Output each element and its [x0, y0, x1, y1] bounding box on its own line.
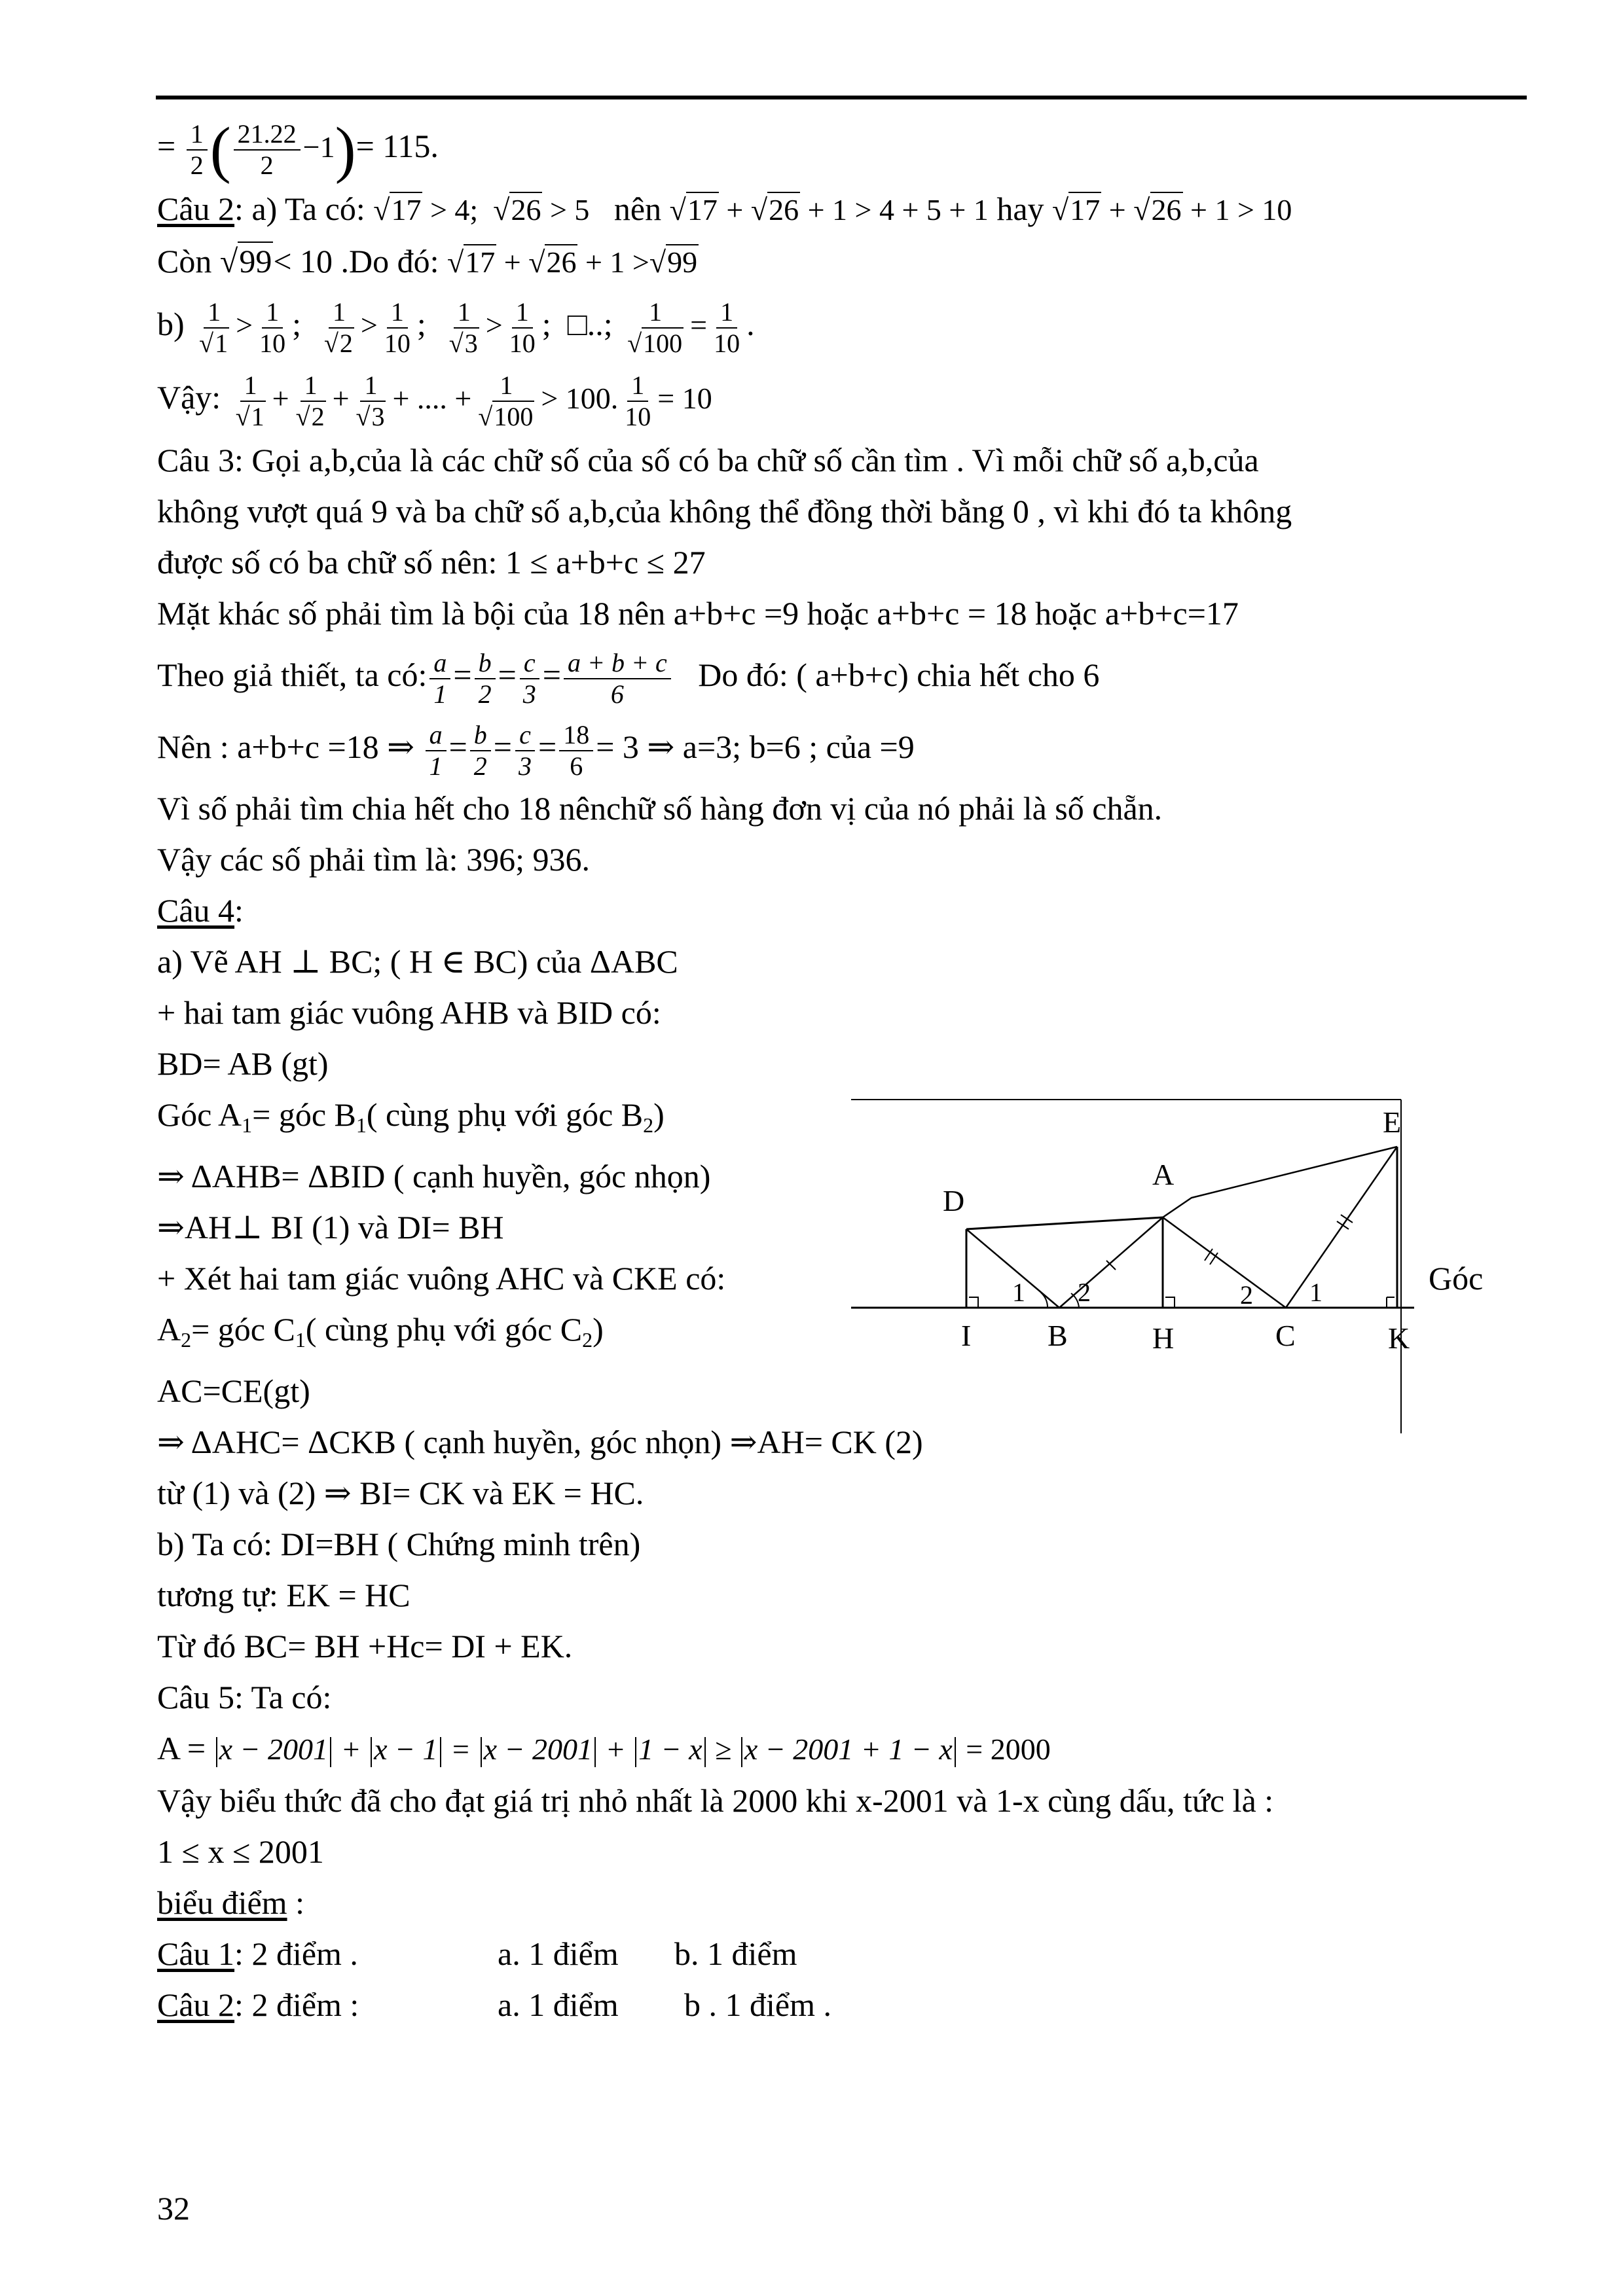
document-body	[157, 110, 1532, 2030]
bieu-diem-heading: biểu điểm :	[157, 1884, 304, 1921]
label-K: K	[1388, 1321, 1410, 1355]
cau4-line-2: + hai tam giác vuông AHB và BID có:	[157, 994, 661, 1031]
cau4-line-6: ⇒AH⊥ BI (1) và DI= BH	[157, 1209, 504, 1246]
score-cau2: Câu 2: 2 điểm : a. 1 điểm b . 1 điểm .	[157, 1986, 831, 2023]
cau3-line-2: không vượt quá 9 và ba chữ số a,b,của không thể đồng thời bằng 0 , vì khi đó ta không	[157, 493, 1292, 529]
cau4-line-13: tương tự: EK = HC	[157, 1577, 410, 1613]
cau4-line-7: + Xét hai tam giác vuông AHC và CKE có: Góc	[157, 1260, 1484, 1297]
angle-label-B1: 1	[1012, 1278, 1025, 1307]
vay-line: Vậy: $\frac{1}{√1}$ + $\frac{1}{√2}$ + $\frac{1}{√3}$ + .... + $\frac{1}{√100}$ > 100. $\frac{1}{10}$ = 10	[157, 370, 712, 431]
cau4-line-4: Góc $A_1=$ góc $B_1$( cùng phụ với góc $B_2$)	[157, 1096, 665, 1137]
cau4-line-5: ⇒ ΔAHB= ΔBID ( cạnh huyền, góc nhọn)	[157, 1158, 711, 1194]
cau4-heading: Câu 4:	[157, 892, 244, 929]
geometry-figure	[851, 1093, 1440, 1433]
page-number: 32	[157, 2190, 190, 2227]
cau4-line-3: BD= AB (gt)	[157, 1045, 329, 1082]
cau4-line-10: ⇒ ΔAHC= ΔCKB ( cạnh huyền, góc nhọn) ⇒AH= CK (2)	[157, 1424, 923, 1460]
cau4-line-8: $A_2=$ góc $C_1$( cùng phụ với góc $C_2$)	[157, 1311, 604, 1352]
con-line: Còn √99< 10 .Do đó: √17 + √26 + 1 >√99	[157, 243, 698, 279]
cau2-a-line: Câu 2: a) Ta có: √17 > 4; √26 > 5 nên √17 + √26 + 1 > 4 + 5 + 1 hay √17 + √26 + 1 > 10	[157, 190, 1292, 227]
cau3-line-8: Vậy các số phải tìm là: 396; 936.	[157, 841, 590, 878]
angle-label-C1: 1	[1309, 1278, 1322, 1307]
score-cau1: Câu 1: 2 điểm . a. 1 điểm b. 1 điểm	[157, 1935, 797, 1972]
label-A: A	[1152, 1158, 1175, 1191]
cau3-line-4: Mặt khác số phải tìm là bội của 18 nên a+b+c =9 hoặc a+b+c = 18 hoặc a+b+c=17	[157, 595, 1239, 632]
top-rule	[156, 96, 1527, 99]
label-D: D	[943, 1184, 965, 1217]
cau4-left-column	[157, 936, 864, 1253]
cau2-b-line: b) $\frac{1}{√1}$ > $\frac{1}{10}$ ; $\frac{1}{√2}$ > $\frac{1}{10}$ ; $\frac{1}{√3}$ > $\frac{1}{10}$ ; □..; $\frac{1}{√100}$ = $\frac{1}{10}$ .	[157, 296, 755, 358]
cau3-line-1: Câu 3: Gọi a,b,của là các chữ số của số có ba chữ số cần tìm . Vì mỗi chữ số a,b,của	[157, 442, 1259, 478]
cau4-line-12: b) Ta có: DI=BH ( Chứng minh trên)	[157, 1526, 641, 1562]
cau5-equation: A = x − 2001 + x − 1 = x − 2001 + 1 − x ≥ x − 2001 + 1 − x = 2000	[157, 1730, 1051, 1767]
cau4-line-1: a) Vẽ AH ⊥ BC; ( H ∈ BC) của ΔABC	[157, 943, 678, 980]
cau3-line-7: Vì số phải tìm chia hết cho 18 nênchữ số hàng đơn vị của nó phải là số chẵn.	[157, 790, 1163, 827]
cau5-line-3: Vậy biểu thức đã cho đạt giá trị nhỏ nhất là 2000 khi x-2001 và 1-x cùng dấu, tức là :	[157, 1782, 1274, 1819]
label-B: B	[1048, 1319, 1068, 1352]
cau4-line-9: AC=CE(gt)	[157, 1372, 310, 1409]
label-E: E	[1383, 1105, 1402, 1139]
label-I: I	[961, 1319, 972, 1352]
cau3-theo-line: Theo giả thiết, ta có: $\frac{a}{1}$ = $\frac{b}{2}$ = $\frac{c}{3}$ = $\frac{a + b + c}{6}$ Do đó: ( a+b+c) chia hết cho 6	[157, 647, 1100, 709]
cau4-line-11: từ (1) và (2) ⇒ BI= CK và EK = HC.	[157, 1475, 644, 1511]
cau3-nen-line: Nên : a+b+c =18 ⇒ $\frac{a}{1}$ = $\frac{b}{2}$ = $\frac{c}{3}$ = $\frac{18}{6}$ = 3 ⇒ a=3; b=6 ; của =9	[157, 719, 915, 781]
cau4-line-14: Từ đó BC= BH +Hc= DI + EK.	[157, 1628, 573, 1664]
label-C: C	[1275, 1319, 1296, 1352]
cau5-line-4: 1 ≤ x ≤ 2001	[157, 1833, 324, 1870]
angle-label-B2: 2	[1078, 1278, 1091, 1307]
cau3-line-3: được số có ba chữ số nên: 1 ≤ a+b+c ≤ 27	[157, 544, 706, 581]
sum-result-line: = $\frac{1}{2}$ ( $\frac{21.22}{2}$ −1)= 115.	[157, 114, 439, 185]
label-H: H	[1152, 1321, 1175, 1355]
cau5-line-1: Câu 5: Ta có:	[157, 1679, 332, 1715]
angle-label-C2: 2	[1240, 1280, 1253, 1310]
